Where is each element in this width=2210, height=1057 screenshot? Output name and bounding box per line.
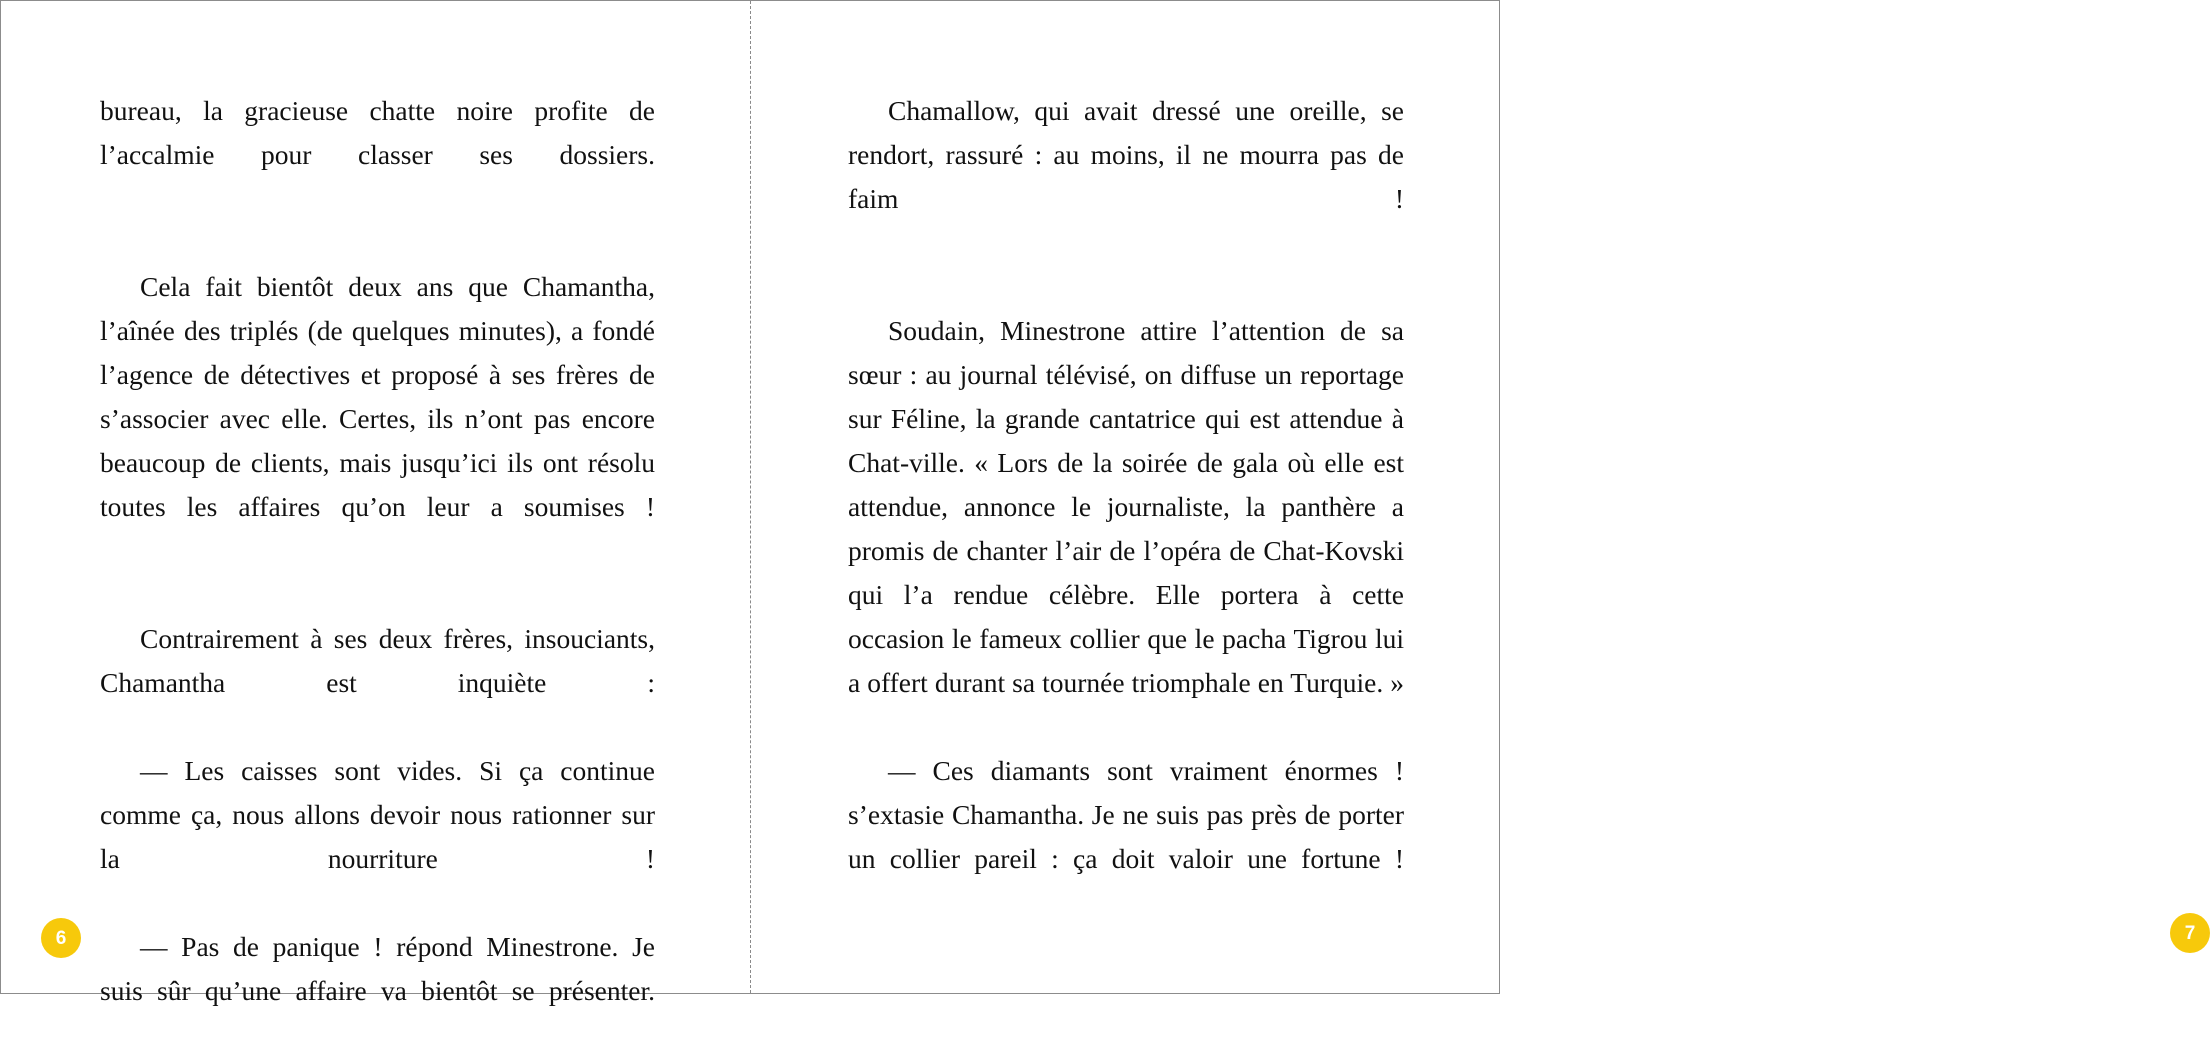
page-number-right: 7 (2184, 922, 2196, 944)
right-page-text-column (848, 89, 1404, 925)
paragraph: Contrairement à ses deux frères, insouciants, Chamantha est inquiète : (100, 623, 655, 698)
left-page-text-column (100, 89, 655, 1057)
paragraph: Cela fait bientôt deux ans que Chamantha, l’aînée des triplés (de quelques minutes), a fondé l’agence de détectives et proposé à ses frères de s’associer avec elle. Certes, ils n’ont pas encore beaucoup de clients, mais jusqu’ici ils ont résolu toutes les affaires qu’on leur a soumises ! (100, 271, 655, 522)
left-page (1, 1, 750, 1006)
paragraph: Chamallow, qui avait dressé une oreille, se rendort, rassuré : au moins, il ne mourra pas de faim ! (848, 95, 1404, 214)
page-number-badge-right (2170, 913, 2210, 953)
right-page (751, 1, 2196, 995)
paragraph: bureau, la gracieuse chatte noire profite de l’accalmie pour classer ses dossiers. (100, 95, 655, 170)
paragraph: — Ces diamants sont vraiment énormes ! s’extasie Chamantha. Je ne suis pas près de porter un collier pareil : ça doit valoir une fortune ! (848, 755, 1404, 874)
paragraph: — Les caisses sont vides. Si ça continue comme ça, nous allons devoir nous rationner sur la nourriture ! (100, 755, 655, 874)
paragraph: — Pas de panique ! répond Minestrone. Je suis sûr qu’une affaire va bientôt se présenter. (100, 931, 655, 1006)
page-number-left: 6 (55, 927, 67, 949)
page-number-badge-left (41, 918, 81, 958)
paragraph: Soudain, Minestrone attire l’attention de sa sœur : au journal télévisé, on diffuse un reportage sur Féline, la grande cantatrice qui est attendue à Chat-ville. « Lors de la soirée de gala où elle est attendue, annonce le journaliste, la panthère a promis de chanter l’air de l’opéra de Chat-Kovski qui l’a rendue célèbre. Elle portera à cette occasion le fameux collier que le pacha Tigrou lui a offert durant sa tournée triomphale en Turquie. » (848, 315, 1404, 698)
